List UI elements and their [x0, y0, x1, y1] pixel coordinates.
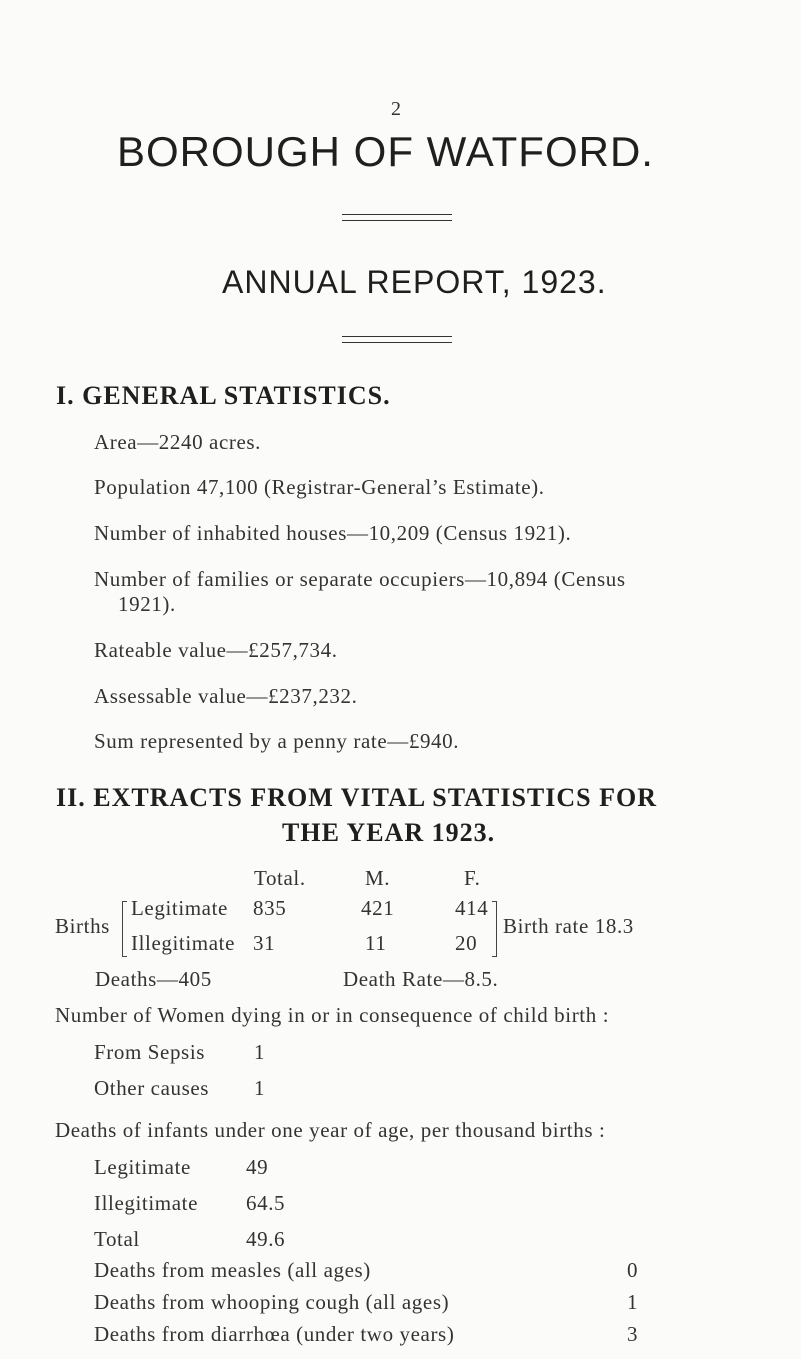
- report-subtitle: ANNUAL REPORT, 1923.: [222, 264, 607, 300]
- illegitimate-label: Illegitimate: [131, 931, 235, 955]
- population-line: Population 47,100 (Registrar-General’s Estimate).: [94, 475, 545, 499]
- illegitimate-total: 31: [253, 931, 276, 955]
- subtitle-rule-top: [342, 336, 452, 337]
- infant-deaths-heading: Deaths of infants under one year of age, per thousand births :: [55, 1118, 606, 1142]
- assessable-value-line: Assessable value—£237,232.: [94, 684, 358, 708]
- illegitimate-m: 11: [365, 931, 387, 955]
- report-title: BOROUGH OF WATFORD.: [117, 128, 654, 175]
- legitimate-total: 835: [253, 896, 287, 920]
- births-label: Births: [55, 914, 110, 938]
- whooping-cough-value: 1: [627, 1290, 639, 1314]
- col-header-m: M.: [365, 866, 391, 890]
- penny-rate-line: Sum represented by a penny rate—£940.: [94, 729, 460, 753]
- houses-line: Number of inhabited houses—10,209 (Census 1921).: [94, 521, 572, 545]
- families-line-1: Number of families or separate occupiers—10,894 (Census: [94, 567, 626, 591]
- title-rule-top: [342, 214, 452, 215]
- infant-total-label: Total: [94, 1227, 140, 1251]
- legitimate-f: 414: [455, 896, 489, 920]
- title-rule-bottom: [342, 220, 452, 221]
- measles-label: Deaths from measles (all ages): [94, 1258, 371, 1282]
- area-line: Area—2240 acres.: [94, 430, 262, 454]
- subtitle-rule-bottom: [342, 342, 452, 343]
- page-number: 2: [391, 98, 402, 120]
- sepsis-value: 1: [254, 1040, 266, 1064]
- birth-rate: Birth rate 18.3: [503, 914, 634, 938]
- diarrhoea-label: Deaths from diarrhœa (under two years): [94, 1322, 455, 1346]
- deaths-total: Deaths—405: [95, 967, 212, 991]
- legitimate-label: Legitimate: [131, 896, 228, 920]
- measles-value: 0: [627, 1258, 639, 1282]
- other-causes-label: Other causes: [94, 1076, 210, 1100]
- other-causes-value: 1: [254, 1076, 266, 1100]
- sepsis-label: From Sepsis: [94, 1040, 206, 1064]
- births-brace: [122, 901, 127, 957]
- legitimate-m: 421: [361, 896, 395, 920]
- rateable-value-line: Rateable value—£257,734.: [94, 638, 338, 662]
- whooping-cough-label: Deaths from whooping cough (all ages): [94, 1290, 450, 1314]
- section-1-heading: I. GENERAL STATISTICS.: [56, 381, 391, 410]
- diarrhoea-value: 3: [627, 1322, 639, 1346]
- section-2-heading-line-2: THE YEAR 1923.: [282, 818, 496, 847]
- col-header-total: Total.: [254, 866, 306, 890]
- infant-illegitimate-label: Illegitimate: [94, 1191, 198, 1215]
- families-line-2: 1921).: [118, 592, 176, 616]
- infant-total-value: 49.6: [246, 1227, 286, 1251]
- death-rate: Death Rate—8.5.: [343, 967, 499, 991]
- birth-rate-brace: [492, 901, 497, 957]
- women-dying-heading: Number of Women dying in or in consequence of child birth :: [55, 1003, 610, 1027]
- illegitimate-f: 20: [455, 931, 478, 955]
- infant-legitimate-label: Legitimate: [94, 1155, 191, 1179]
- section-2-heading-line-1: II. EXTRACTS FROM VITAL STATISTICS FOR: [56, 783, 657, 812]
- infant-legitimate-value: 49: [246, 1155, 269, 1179]
- infant-illegitimate-value: 64.5: [246, 1191, 286, 1215]
- col-header-f: F.: [464, 866, 481, 890]
